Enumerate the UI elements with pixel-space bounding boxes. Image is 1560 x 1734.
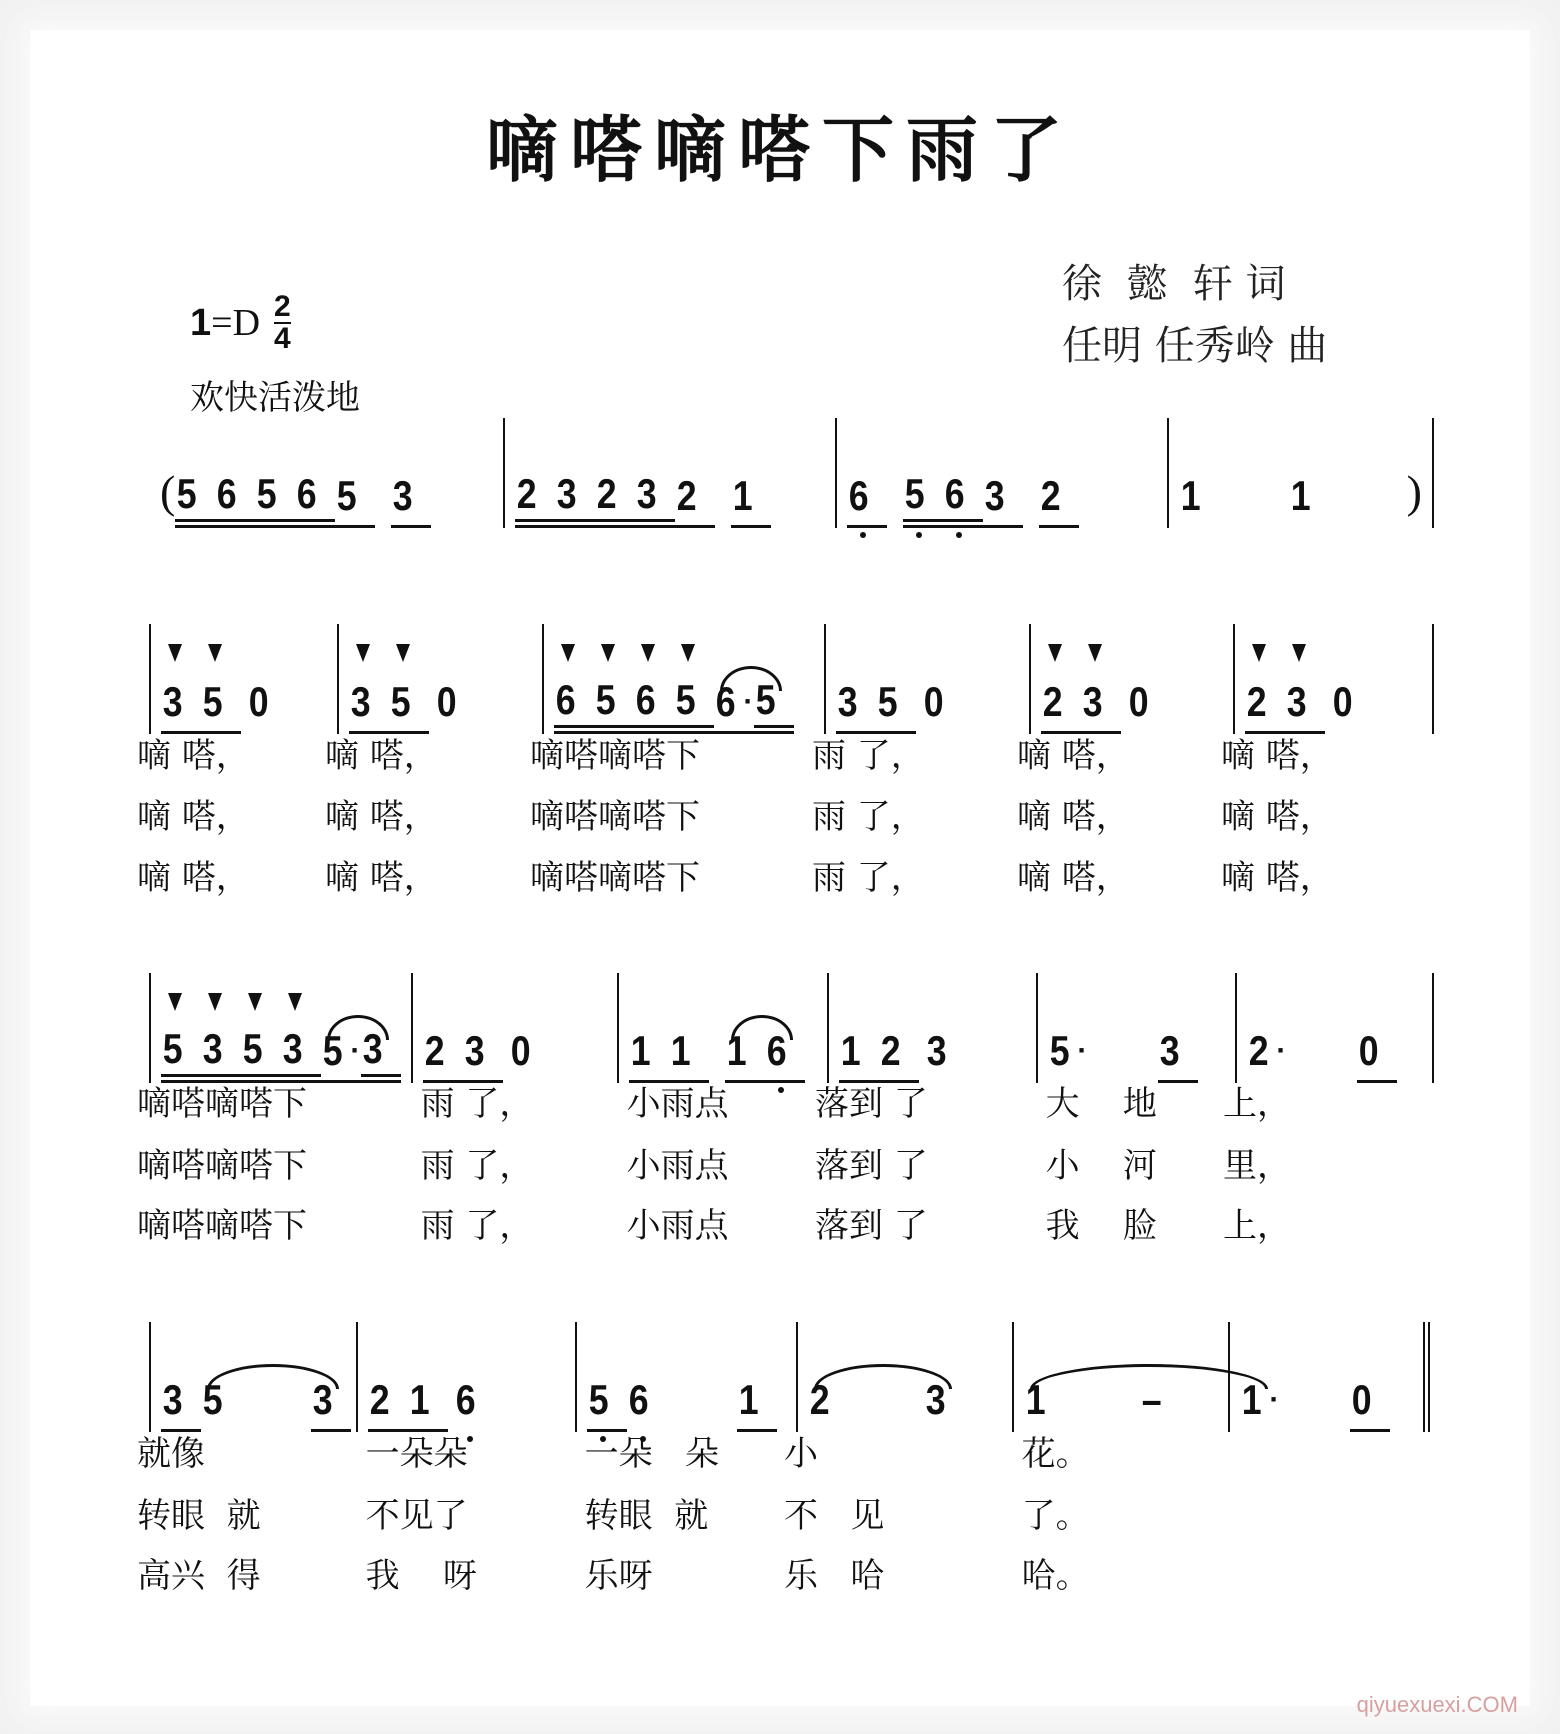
lyric-text: 里， <box>1223 1146 1291 1186</box>
note <box>847 474 887 528</box>
measure <box>1235 973 1434 1083</box>
note-digit: 1 <box>732 472 753 519</box>
note <box>1289 474 1399 528</box>
note <box>675 474 715 528</box>
lyric-text: 嘀嗒嘀嗒下 <box>137 1084 307 1124</box>
augmentation-dot: · <box>1276 1034 1287 1067</box>
low-octave-dot-icon <box>916 532 922 538</box>
note <box>669 1029 709 1083</box>
note <box>627 1378 737 1432</box>
note <box>634 676 674 734</box>
lyric-text: 不 见 <box>784 1496 885 1536</box>
lyric-text: 高兴 得 <box>137 1556 261 1596</box>
measure <box>1167 418 1434 528</box>
note <box>463 1029 503 1083</box>
lyric-text: 就像 <box>137 1434 205 1474</box>
note-digit: 1 <box>409 1376 430 1423</box>
note-digit: 5 <box>337 472 357 519</box>
note-digit: 5 <box>162 1025 183 1072</box>
low-octave-dot-icon <box>860 532 866 538</box>
note-digit: 3 <box>984 472 1005 519</box>
measure <box>149 624 337 734</box>
note-digit: 3 <box>925 1376 946 1423</box>
lyric-text: 嘀 嗒， <box>325 736 438 776</box>
lyric-text: 上， <box>1223 1206 1291 1246</box>
accent-mark-icon <box>1088 644 1102 662</box>
note <box>629 1029 669 1083</box>
measure <box>575 1322 796 1432</box>
lyric-text: 小 河 <box>1024 1146 1157 1186</box>
note <box>201 680 241 734</box>
note-digit: 0 <box>248 678 269 725</box>
note-digit: 3 <box>202 1025 223 1072</box>
key-name: D <box>232 302 261 344</box>
lyrics-verse-3 <box>137 1204 1422 1248</box>
measure <box>503 418 835 528</box>
note-digit: 2 <box>1246 678 1267 725</box>
lyric-text: 花。 <box>1000 1434 1090 1474</box>
measure <box>411 973 617 1083</box>
note <box>594 676 634 734</box>
note <box>1285 680 1325 734</box>
tempo-marking: 欢快活泼地 <box>190 378 360 418</box>
note <box>368 1378 408 1432</box>
note-digit: 1 <box>1290 472 1311 519</box>
accent-mark-icon <box>1252 644 1266 662</box>
lyric-text: 嘀 嗒， <box>1017 736 1130 776</box>
accent-mark-icon <box>601 644 615 662</box>
lyric-text: 嘀 嗒， <box>1221 858 1334 898</box>
note-digit: 3 <box>1082 678 1103 725</box>
note-digit: 1 <box>670 1027 691 1074</box>
note-digit: 5 <box>675 676 696 723</box>
note <box>509 1029 549 1083</box>
note <box>335 474 375 528</box>
lyric-text: 嘀 嗒， <box>1221 736 1334 776</box>
note-digit: 3 <box>636 470 657 517</box>
accent-mark-icon <box>208 993 222 1011</box>
note <box>295 470 335 528</box>
note <box>836 680 876 734</box>
note <box>554 676 594 734</box>
note <box>595 470 635 528</box>
accent-mark-icon <box>1292 644 1306 662</box>
lyric-text: 上， <box>1223 1084 1291 1124</box>
note-digit: 0 <box>923 678 944 725</box>
note-digit: 6 <box>555 676 576 723</box>
lyric-text: 雨 了， <box>812 736 925 776</box>
note <box>161 1378 201 1432</box>
note <box>1350 1378 1390 1432</box>
lyric-text: 雨 了， <box>399 1146 534 1186</box>
lyric-text: 嘀嗒嘀嗒下 <box>137 1206 307 1246</box>
lyric-text: 嘀 嗒， <box>1017 858 1130 898</box>
note <box>161 1025 201 1083</box>
note <box>1081 680 1121 734</box>
note-digit: 6 <box>715 678 736 725</box>
note-digit: 3 <box>162 1376 183 1423</box>
note-digit: 3 <box>282 1025 303 1072</box>
note <box>255 470 295 528</box>
accent-mark-icon <box>288 993 302 1011</box>
note-digit: 6 <box>766 1027 787 1074</box>
measure <box>1029 624 1233 734</box>
augmentation-dot: · <box>1269 1383 1280 1416</box>
note <box>515 470 555 528</box>
note <box>423 1029 463 1083</box>
note-digit: 2 <box>516 470 537 517</box>
note-digit: 3 <box>926 1027 947 1074</box>
key-signature <box>190 292 291 354</box>
note-digit: 2 <box>880 1027 901 1074</box>
note <box>922 680 962 734</box>
lyric-text: 一朵朵 <box>344 1434 468 1474</box>
watermark: qiyuexuexi.COM <box>1356 1692 1518 1717</box>
note-digit: 2 <box>676 472 697 519</box>
note-digit: 2 <box>1042 678 1063 725</box>
note-digit: 6 <box>628 1376 649 1423</box>
measure <box>824 624 1029 734</box>
staff-line <box>149 624 1434 734</box>
note <box>175 470 215 528</box>
lyrics-verse-2 <box>137 1144 1422 1188</box>
lyric-text: 雨 了， <box>399 1206 534 1246</box>
note <box>389 680 429 734</box>
note-digit: 3 <box>350 678 371 725</box>
note <box>1331 680 1371 734</box>
note <box>1039 474 1079 528</box>
lyric-text: 小雨点 <box>605 1146 729 1186</box>
note-digit: 3 <box>837 678 858 725</box>
lyric-text: 雨 了， <box>812 858 925 898</box>
note-digit: 3 <box>312 1376 333 1423</box>
lyrics-verse-1 <box>137 1432 1418 1476</box>
note-digit: 3 <box>464 1027 485 1074</box>
note <box>943 470 983 528</box>
note-digit: 5 <box>595 676 616 723</box>
note-digit: 5 <box>202 678 223 725</box>
lyric-text: 大 地 <box>1024 1084 1157 1124</box>
lyric-text: 嘀 嗒， <box>137 797 250 837</box>
note <box>1048 1029 1158 1083</box>
note-digit: 1 <box>1241 1376 1262 1423</box>
note-digit: 6 <box>217 470 237 517</box>
note-digit: 3 <box>556 470 577 517</box>
note-digit: 5 <box>177 470 197 517</box>
lyric-text: 嘀 嗒， <box>325 797 438 837</box>
note-digit: 1 <box>1025 1376 1046 1423</box>
measure <box>827 973 1036 1083</box>
time-signature <box>274 292 291 354</box>
composer-credit: 任明 任秀岭 曲 <box>1062 323 1328 369</box>
measure <box>617 973 827 1083</box>
lyric-text: 嘀嗒嘀嗒下 <box>530 736 700 776</box>
note-digit: 0 <box>436 678 457 725</box>
accent-mark-icon <box>208 644 222 662</box>
accent-mark-icon <box>168 993 182 1011</box>
note-digit: 5 <box>755 676 776 723</box>
note-digit: 3 <box>393 472 413 519</box>
lyric-text: 嘀嗒嘀嗒下 <box>530 858 700 898</box>
note <box>983 474 1023 528</box>
note-digit: 3 <box>1286 678 1307 725</box>
note-digit: 1 <box>840 1027 861 1074</box>
note-digit: 5 <box>877 678 898 725</box>
key-tonic: 1 <box>190 301 212 344</box>
note-digit: 2 <box>809 1376 830 1423</box>
note <box>1247 1029 1357 1083</box>
lyric-text: 乐呀 <box>563 1556 653 1596</box>
note <box>737 1378 777 1432</box>
note <box>454 1378 494 1432</box>
note-digit: 1 <box>630 1027 651 1074</box>
lyric-text: 一朵 朵 <box>563 1434 720 1474</box>
note <box>839 1029 879 1083</box>
note-digit: 3 <box>162 678 183 725</box>
note-digit: 6 <box>297 470 317 517</box>
lyric-text: 我 呀 <box>344 1556 477 1596</box>
note-digit: 1 <box>726 1027 747 1074</box>
lyric-text: 嘀 嗒， <box>137 736 250 776</box>
note-digit: 0 <box>510 1027 531 1074</box>
open-paren: ( <box>160 466 176 517</box>
lyric-text: 嘀 嗒， <box>137 858 250 898</box>
lyrics-verse-2 <box>137 795 1422 839</box>
note-digit: 3 <box>1159 1027 1180 1074</box>
note <box>241 1025 281 1083</box>
lyric-text: 雨 了， <box>812 797 925 837</box>
lyric-text: 落到 了 <box>815 1206 928 1246</box>
augmentation-dot: · <box>350 1034 361 1067</box>
measure <box>160 418 503 528</box>
lyric-text: 小雨点 <box>605 1206 729 1246</box>
time-bottom: 4 <box>274 322 291 355</box>
measure <box>1228 1322 1430 1432</box>
note <box>555 470 595 528</box>
note-digit: 0 <box>1351 1376 1372 1423</box>
note-digit: 5 <box>390 678 411 725</box>
accent-mark-icon <box>561 644 575 662</box>
lyric-text: 嘀 嗒， <box>325 858 438 898</box>
lyric-text <box>1216 1432 1418 1476</box>
accent-mark-icon <box>168 644 182 662</box>
note-digit: 0 <box>1332 678 1353 725</box>
song-title: 嘀嗒嘀嗒下雨了 <box>485 107 1074 192</box>
lyrics-verse-2 <box>137 1494 1418 1538</box>
note <box>674 676 714 734</box>
note <box>587 1378 627 1432</box>
lyric-text: 小 <box>784 1434 818 1474</box>
measure <box>835 418 1167 528</box>
note-digit: 5 <box>1049 1027 1070 1074</box>
note <box>635 470 675 528</box>
note <box>349 680 389 734</box>
lyric-text: 不见了 <box>344 1496 468 1536</box>
note <box>408 1378 448 1432</box>
note <box>435 680 475 734</box>
lyrics-verse-1 <box>137 1082 1422 1126</box>
accent-mark-icon <box>396 644 410 662</box>
note-digit: 5 <box>322 1027 343 1074</box>
note-digit: 6 <box>848 472 869 519</box>
note <box>1158 1029 1198 1083</box>
lyric-text: 嘀 嗒， <box>1017 797 1130 837</box>
note <box>161 680 201 734</box>
note <box>925 1029 965 1083</box>
lyric-text: 乐 哈 <box>784 1556 885 1596</box>
low-octave-dot-icon <box>956 532 962 538</box>
note-digit: 5 <box>904 470 925 517</box>
note <box>1179 474 1289 528</box>
note <box>903 470 943 528</box>
lyric-text: 哈。 <box>1000 1556 1090 1596</box>
lyric-text: 落到 了 <box>815 1084 928 1124</box>
note-digit: 2 <box>596 470 617 517</box>
lyric-text: 我 脸 <box>1024 1206 1157 1246</box>
lyric-text: 嘀 嗒， <box>1221 797 1334 837</box>
note-digit: 0 <box>1358 1027 1379 1074</box>
note-digit: 6 <box>944 470 965 517</box>
note <box>201 1025 241 1083</box>
note <box>391 474 431 528</box>
lyrics-verse-3 <box>137 1554 1418 1598</box>
accent-mark-icon <box>356 644 370 662</box>
note <box>215 470 255 528</box>
measure <box>1036 973 1235 1083</box>
augmentation-dot: · <box>1077 1034 1088 1067</box>
note-digit: 3 <box>362 1025 383 1072</box>
lyric-text: 嘀嗒嘀嗒下 <box>137 1146 307 1186</box>
staff-line <box>160 418 1434 528</box>
note <box>876 680 916 734</box>
note <box>731 474 771 528</box>
note-digit: 2 <box>1040 472 1061 519</box>
lyric-text: 雨 了， <box>399 1084 534 1124</box>
key-equals: = <box>211 302 233 344</box>
note <box>1245 680 1285 734</box>
note-digit: 2 <box>424 1027 445 1074</box>
augmentation-dot: · <box>743 685 754 718</box>
note <box>1127 680 1167 734</box>
lyric-text: 转眼 就 <box>137 1496 261 1536</box>
note-digit: 1 <box>1180 472 1201 519</box>
note <box>247 680 287 734</box>
note <box>281 1025 321 1083</box>
note-digit: 0 <box>1128 678 1149 725</box>
lyric-text: 了。 <box>1000 1496 1090 1536</box>
measure <box>356 1322 575 1432</box>
measure <box>1233 624 1434 734</box>
lyric-text <box>1216 1494 1418 1538</box>
time-top: 2 <box>274 290 291 323</box>
note <box>1357 1029 1397 1083</box>
accent-mark-icon <box>248 993 262 1011</box>
lyricist-credit: 徐 懿 轩 词 <box>1062 261 1286 307</box>
accent-mark-icon <box>641 644 655 662</box>
note-digit: 2 <box>1248 1027 1269 1074</box>
measure <box>337 624 542 734</box>
note-digit: 6 <box>635 676 656 723</box>
note-digit: 5 <box>202 1376 223 1423</box>
note <box>1041 680 1081 734</box>
measure <box>542 624 824 734</box>
note-digit: – <box>1141 1376 1162 1423</box>
lyric-text: 嘀嗒嘀嗒下 <box>530 797 700 837</box>
lyrics-verse-3 <box>137 856 1422 900</box>
lyric-text <box>1216 1554 1418 1598</box>
lyric-text: 小雨点 <box>605 1084 729 1124</box>
note-digit: 2 <box>369 1376 390 1423</box>
close-paren: ) <box>1406 466 1422 517</box>
accent-mark-icon <box>1048 644 1062 662</box>
note-digit: 5 <box>257 470 277 517</box>
note <box>879 1029 919 1083</box>
note-digit: 1 <box>738 1376 759 1423</box>
lyric-text: 转眼 就 <box>563 1496 709 1536</box>
note-digit: 5 <box>588 1376 609 1423</box>
note-digit: 5 <box>242 1025 263 1072</box>
lyrics-verse-1 <box>137 734 1422 778</box>
lyric-text: 落到 了 <box>815 1146 928 1186</box>
accent-mark-icon <box>681 644 695 662</box>
note-digit: 6 <box>455 1376 476 1423</box>
